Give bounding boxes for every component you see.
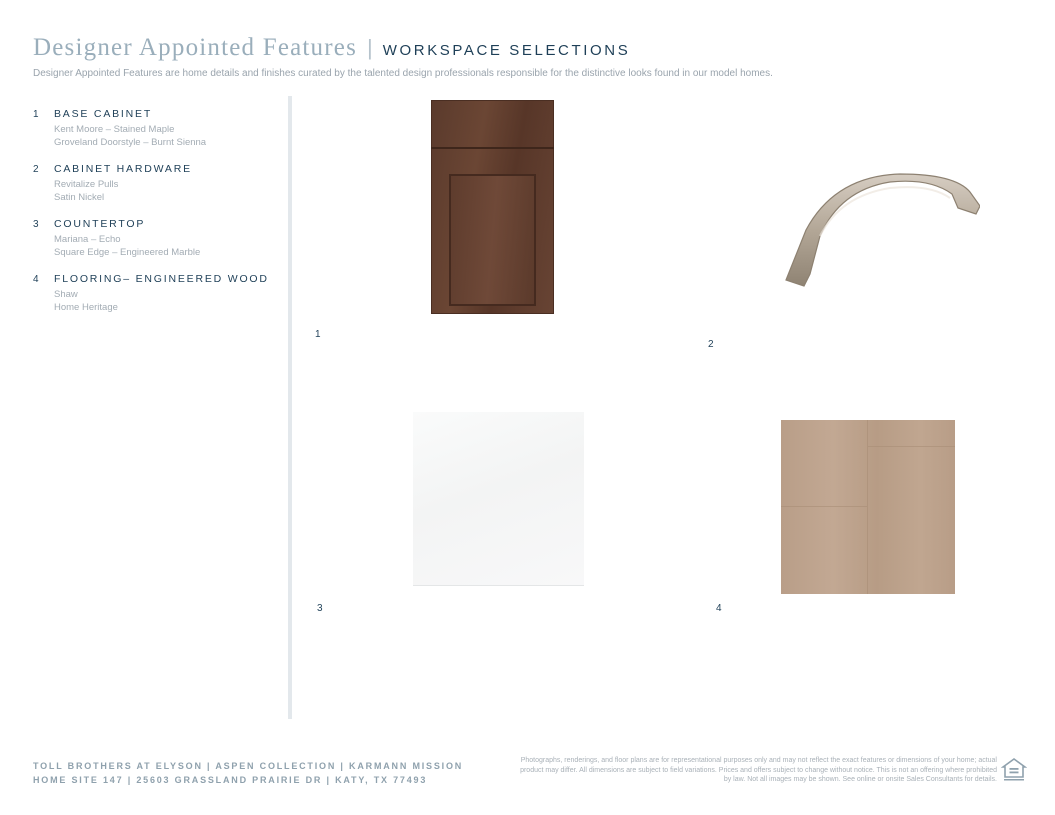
item-title: CABINET HARDWARE [54,163,192,175]
cabinet-pull-image [780,170,980,290]
item-detail: Square Edge – Engineered Marble [54,247,201,258]
list-item [33,108,278,149]
image-label-2: 2 [708,339,714,350]
item-number: 2 [33,164,40,175]
footer-address [33,759,463,787]
item-title: BASE CABINET [54,108,153,120]
item-body [54,218,278,259]
footer-community: TOLL BROTHERS AT ELYSON | ASPEN COLLECTION | KARMANN MISSION [33,761,464,771]
title-row [33,34,773,62]
item-title: FLOORING– ENGINEERED WOOD [54,273,269,285]
image-label-3: 3 [317,603,323,614]
item-detail: Mariana – Echo [54,234,121,245]
pull-body [786,174,980,286]
page-title: Designer Appointed Features [33,34,358,61]
item-body [54,273,278,314]
item-number: 4 [33,274,40,285]
header [33,34,773,79]
intro-text: Designer Appointed Features are home details and finishes curated by the talented design professionals responsible for the distinctive looks found in our model homes. [33,68,773,79]
list-item [33,163,278,204]
plank-seam [868,446,955,447]
item-body [54,108,278,149]
list-item [33,273,278,314]
footer-disclaimer: Photographs, renderings, and floor plans are for representational purposes only and may not reflect the exact features or dimensions of your home; actual product may differ. All dimensions are subject to field variations. Prices and offers subject to change without notice. This is not an offering where prohibited by law. Not all images may be shown. See online or onsite Sales Consultants for details. [520,757,997,783]
item-body [54,163,278,204]
item-title: COUNTERTOP [54,218,146,230]
page-subtitle: WORKSPACE SELECTIONS [382,42,631,59]
list-item [33,218,278,259]
item-detail: Shaw [54,289,78,300]
countertop-swatch-image [413,412,584,586]
item-detail: Groveland Doorstyle – Burnt Sienna [54,137,207,148]
equal-housing-opportunity-icon [1001,757,1027,783]
plank-seam [781,506,867,507]
item-detail: Revitalize Pulls [54,179,119,190]
selection-list [33,108,278,328]
footer-homesite: HOME SITE 147 | 25603 GRASSLAND PRAIRIE DR | KATY, TX 77493 [33,775,428,785]
cabinet-door-image [431,100,554,314]
flooring-swatch-image [781,420,955,594]
item-number: 1 [33,109,40,120]
title-separator: | [367,35,373,60]
item-number: 3 [33,219,40,230]
image-label-4: 4 [716,603,722,614]
item-detail: Home Heritage [54,302,118,313]
item-detail: Kent Moore – Stained Maple [54,124,175,135]
vertical-divider [288,96,292,719]
cabinet-panel [449,174,536,306]
cabinet-rail [431,147,554,149]
item-detail: Satin Nickel [54,192,105,203]
image-label-1: 1 [315,329,321,340]
